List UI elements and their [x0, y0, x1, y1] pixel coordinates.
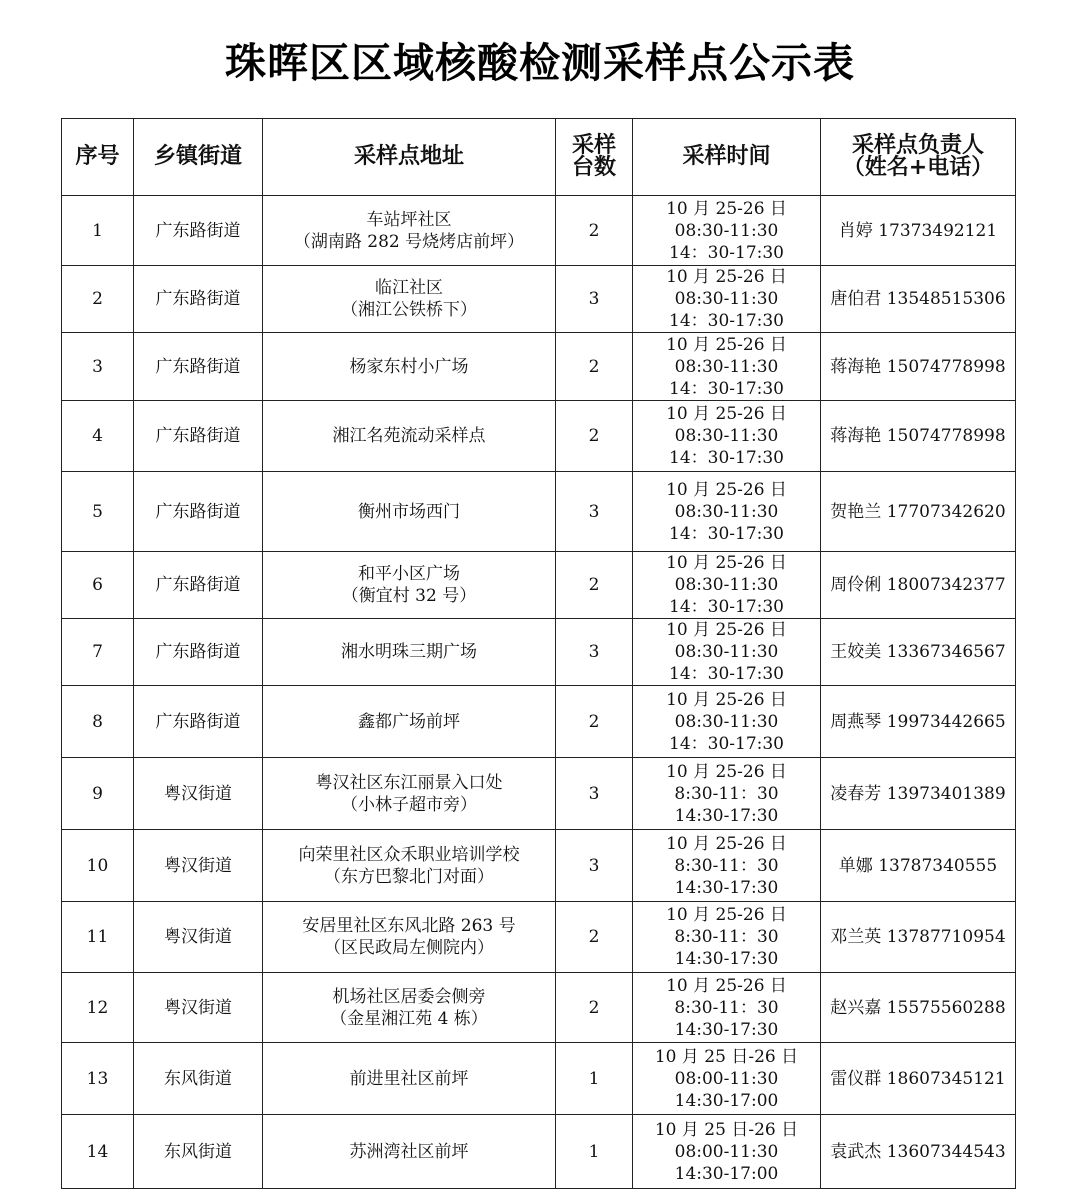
cell-address-line: 前进里社区前坪 — [349, 1068, 469, 1089]
cell-stations: 3 — [556, 619, 633, 686]
cell-address — [263, 902, 556, 973]
header-contact-line2: （姓名+电话） — [842, 155, 994, 180]
table-row — [62, 619, 1016, 686]
cell-address-line: 临江社区 — [375, 278, 443, 298]
cell-stations: 3 — [556, 758, 633, 830]
cell-time-line: 10 月 25-26 日 — [666, 198, 787, 219]
cell-stations: 2 — [556, 686, 633, 758]
cell-contact: 肖婷 17373492121 — [821, 196, 1016, 266]
cell-contact: 蒋海艳 15074778998 — [821, 333, 1016, 401]
cell-street: 广东路街道 — [134, 686, 263, 758]
header-seq: 序号 — [62, 119, 134, 196]
table-row — [62, 758, 1016, 830]
cell-time — [633, 1043, 821, 1115]
cell-time-line: 8:30-11：30 — [674, 997, 779, 1018]
cell-stations: 2 — [556, 333, 633, 401]
cell-seq: 13 — [62, 1043, 134, 1115]
header-stations-line2: 台数 — [571, 155, 616, 180]
table-row — [62, 266, 1016, 333]
cell-time-line: 8:30-11：30 — [674, 927, 779, 947]
cell-seq: 5 — [62, 472, 134, 552]
cell-time-line: 14:30-17:30 — [674, 877, 779, 898]
cell-time — [633, 552, 821, 619]
cell-time — [633, 1115, 821, 1189]
cell-time-line: 10 月 25-26 日 — [666, 404, 787, 424]
cell-time-line: 8:30-11：30 — [674, 855, 779, 876]
table-body — [62, 196, 1016, 1189]
cell-address — [263, 830, 556, 902]
cell-address — [263, 1043, 556, 1115]
table-row — [62, 686, 1016, 758]
cell-time-line: 14:30-17:00 — [674, 1090, 779, 1111]
cell-time-line: 08:00-11:30 — [674, 1141, 779, 1162]
cell-time-line: 14：30-17:30 — [669, 733, 784, 754]
cell-address — [263, 619, 556, 686]
cell-seq: 9 — [62, 758, 134, 830]
cell-time-line: 14：30-17:30 — [669, 311, 784, 331]
cell-time — [633, 619, 821, 686]
header-contact — [821, 119, 1016, 196]
cell-contact: 凌春芳 13973401389 — [821, 758, 1016, 830]
cell-street: 广东路街道 — [134, 552, 263, 619]
cell-contact: 周伶俐 18007342377 — [821, 552, 1016, 619]
cell-time-line: 8:30-11：30 — [674, 783, 779, 804]
cell-address — [263, 552, 556, 619]
cell-seq: 3 — [62, 333, 134, 401]
cell-time — [633, 333, 821, 401]
page-title: 珠晖区区域核酸检测采样点公示表 — [225, 39, 855, 87]
cell-seq: 8 — [62, 686, 134, 758]
cell-time-line: 10 月 25-26 日 — [666, 761, 787, 782]
cell-address-line: （东方巴黎北门对面） — [324, 866, 494, 887]
cell-address — [263, 758, 556, 830]
cell-address-line: （区民政局左侧院内） — [324, 938, 494, 958]
table-row — [62, 830, 1016, 902]
header-street: 乡镇街道 — [134, 119, 263, 196]
table-row — [62, 196, 1016, 266]
cell-street: 广东路街道 — [134, 196, 263, 266]
cell-address — [263, 1115, 556, 1189]
cell-stations: 2 — [556, 973, 633, 1043]
cell-time — [633, 830, 821, 902]
cell-time-line: 08:30-11:30 — [674, 575, 779, 595]
cell-seq: 12 — [62, 973, 134, 1043]
table-row — [62, 902, 1016, 973]
cell-time-line: 14：30-17:30 — [669, 523, 784, 544]
cell-address-line: （湖南路 282 号烧烤店前坪） — [293, 231, 525, 252]
cell-address — [263, 973, 556, 1043]
cell-time — [633, 902, 821, 973]
cell-seq: 1 — [62, 196, 134, 266]
cell-time-line: 08:30-11:30 — [674, 220, 779, 241]
cell-time-line: 08:00-11:30 — [674, 1068, 779, 1089]
cell-time-line: 08:30-11:30 — [674, 356, 779, 377]
cell-address — [263, 686, 556, 758]
cell-address-line: 湘水明珠三期广场 — [341, 642, 477, 662]
cell-seq: 7 — [62, 619, 134, 686]
cell-time-line: 14：30-17:30 — [669, 597, 784, 617]
table-row — [62, 401, 1016, 472]
cell-address-line: 鑫都广场前坪 — [358, 711, 460, 732]
sampling-sites-table — [61, 118, 1016, 1189]
cell-address-line: 杨家东村小广场 — [349, 356, 469, 377]
cell-contact: 贺艳兰 17707342620 — [821, 472, 1016, 552]
cell-address-line: （衡宜村 32 号） — [341, 586, 477, 606]
table-row — [62, 333, 1016, 401]
cell-time-line: 10 月 25 日-26 日 — [654, 1046, 799, 1067]
cell-stations: 1 — [556, 1043, 633, 1115]
cell-time-line: 14:30-17:00 — [674, 1163, 779, 1184]
cell-time-line: 08:30-11:30 — [674, 711, 779, 732]
cell-time-line: 14:30-17:30 — [674, 805, 779, 826]
cell-time-line: 10 月 25-26 日 — [666, 553, 787, 573]
cell-contact: 袁武杰 13607344543 — [821, 1115, 1016, 1189]
cell-street: 粤汉街道 — [134, 902, 263, 973]
cell-street: 广东路街道 — [134, 472, 263, 552]
cell-time — [633, 401, 821, 472]
cell-contact: 唐伯君 13548515306 — [821, 266, 1016, 333]
cell-time — [633, 973, 821, 1043]
cell-address-line: （湘江公铁桥下） — [341, 300, 477, 320]
cell-street: 广东路街道 — [134, 401, 263, 472]
cell-street: 广东路街道 — [134, 266, 263, 333]
cell-time — [633, 266, 821, 333]
cell-seq: 10 — [62, 830, 134, 902]
cell-address-line: 机场社区居委会侧旁 — [332, 986, 486, 1007]
cell-time-line: 14:30-17:30 — [674, 949, 779, 969]
cell-stations: 2 — [556, 902, 633, 973]
cell-time-line: 14:30-17:30 — [674, 1019, 779, 1040]
table-row — [62, 1115, 1016, 1189]
table-row — [62, 1043, 1016, 1115]
cell-contact: 赵兴嘉 15575560288 — [821, 973, 1016, 1043]
cell-contact: 邓兰英 13787710954 — [821, 902, 1016, 973]
cell-time-line: 10 月 25 日-26 日 — [654, 1119, 799, 1140]
cell-seq: 2 — [62, 266, 134, 333]
cell-address-line: 车站坪社区 — [366, 209, 452, 230]
cell-street: 广东路街道 — [134, 333, 263, 401]
header-stations-line1: 采样 — [571, 133, 616, 158]
header-stations — [556, 119, 633, 196]
cell-street: 广东路街道 — [134, 619, 263, 686]
cell-time-line: 08:30-11:30 — [674, 426, 779, 446]
cell-address — [263, 333, 556, 401]
header-time: 采样时间 — [633, 119, 821, 196]
table-row — [62, 552, 1016, 619]
cell-address-line: （金星湘江苑 4 栋） — [330, 1008, 488, 1029]
cell-time-line: 08:30-11:30 — [674, 501, 779, 522]
cell-address-line: （小林子超市旁） — [341, 794, 477, 815]
cell-time-line: 10 月 25-26 日 — [666, 975, 787, 996]
cell-address-line: 苏洲湾社区前坪 — [349, 1141, 469, 1162]
cell-time — [633, 686, 821, 758]
cell-stations: 3 — [556, 472, 633, 552]
cell-time-line: 10 月 25-26 日 — [666, 689, 787, 710]
cell-seq: 6 — [62, 552, 134, 619]
cell-address-line: 粤汉社区东江丽景入口处 — [315, 772, 503, 793]
cell-address — [263, 196, 556, 266]
cell-stations: 2 — [556, 552, 633, 619]
cell-street: 粤汉街道 — [134, 830, 263, 902]
cell-contact: 周燕琴 19973442665 — [821, 686, 1016, 758]
cell-time-line: 14：30-17:30 — [669, 378, 784, 399]
cell-contact: 雷仪群 18607345121 — [821, 1043, 1016, 1115]
cell-time-line: 08:30-11:30 — [674, 642, 779, 662]
cell-address-line: 安居里社区东风北路 263 号 — [302, 916, 516, 936]
cell-seq: 4 — [62, 401, 134, 472]
cell-stations: 1 — [556, 1115, 633, 1189]
cell-time — [633, 472, 821, 552]
cell-time — [633, 196, 821, 266]
cell-time-line: 10 月 25-26 日 — [666, 833, 787, 854]
cell-stations: 3 — [556, 266, 633, 333]
cell-time-line: 14：30-17:30 — [669, 664, 784, 684]
cell-street: 粤汉街道 — [134, 758, 263, 830]
cell-street: 东风街道 — [134, 1115, 263, 1189]
cell-stations: 2 — [556, 401, 633, 472]
cell-address-line: 和平小区广场 — [358, 564, 460, 584]
cell-stations: 2 — [556, 196, 633, 266]
table-row — [62, 472, 1016, 552]
table-row — [62, 973, 1016, 1043]
table-header-row — [62, 119, 1016, 196]
cell-address-line: 衡州市场西门 — [358, 501, 460, 522]
cell-time-line: 10 月 25-26 日 — [666, 905, 787, 925]
cell-contact: 王姣美 13367346567 — [821, 619, 1016, 686]
cell-address — [263, 472, 556, 552]
cell-contact: 蒋海艳 15074778998 — [821, 401, 1016, 472]
cell-time-line: 10 月 25-26 日 — [666, 620, 787, 640]
cell-time-line: 10 月 25-26 日 — [666, 479, 787, 500]
cell-street: 粤汉街道 — [134, 973, 263, 1043]
cell-time — [633, 758, 821, 830]
cell-seq: 11 — [62, 902, 134, 973]
cell-stations: 3 — [556, 830, 633, 902]
cell-time-line: 10 月 25-26 日 — [666, 334, 787, 355]
cell-street: 东风街道 — [134, 1043, 263, 1115]
cell-time-line: 14：30-17:30 — [669, 242, 784, 263]
cell-time-line: 08:30-11:30 — [674, 289, 779, 309]
cell-time-line: 14：30-17:30 — [669, 448, 784, 468]
cell-address-line: 向荣里社区众禾职业培训学校 — [298, 844, 520, 865]
cell-address-line: 湘江名苑流动采样点 — [332, 426, 486, 446]
cell-seq: 14 — [62, 1115, 134, 1189]
header-address: 采样点地址 — [263, 119, 556, 196]
cell-address — [263, 401, 556, 472]
cell-time-line: 10 月 25-26 日 — [666, 267, 787, 287]
header-contact-line1: 采样点负责人 — [851, 133, 984, 158]
cell-contact: 单娜 13787340555 — [821, 830, 1016, 902]
cell-address — [263, 266, 556, 333]
